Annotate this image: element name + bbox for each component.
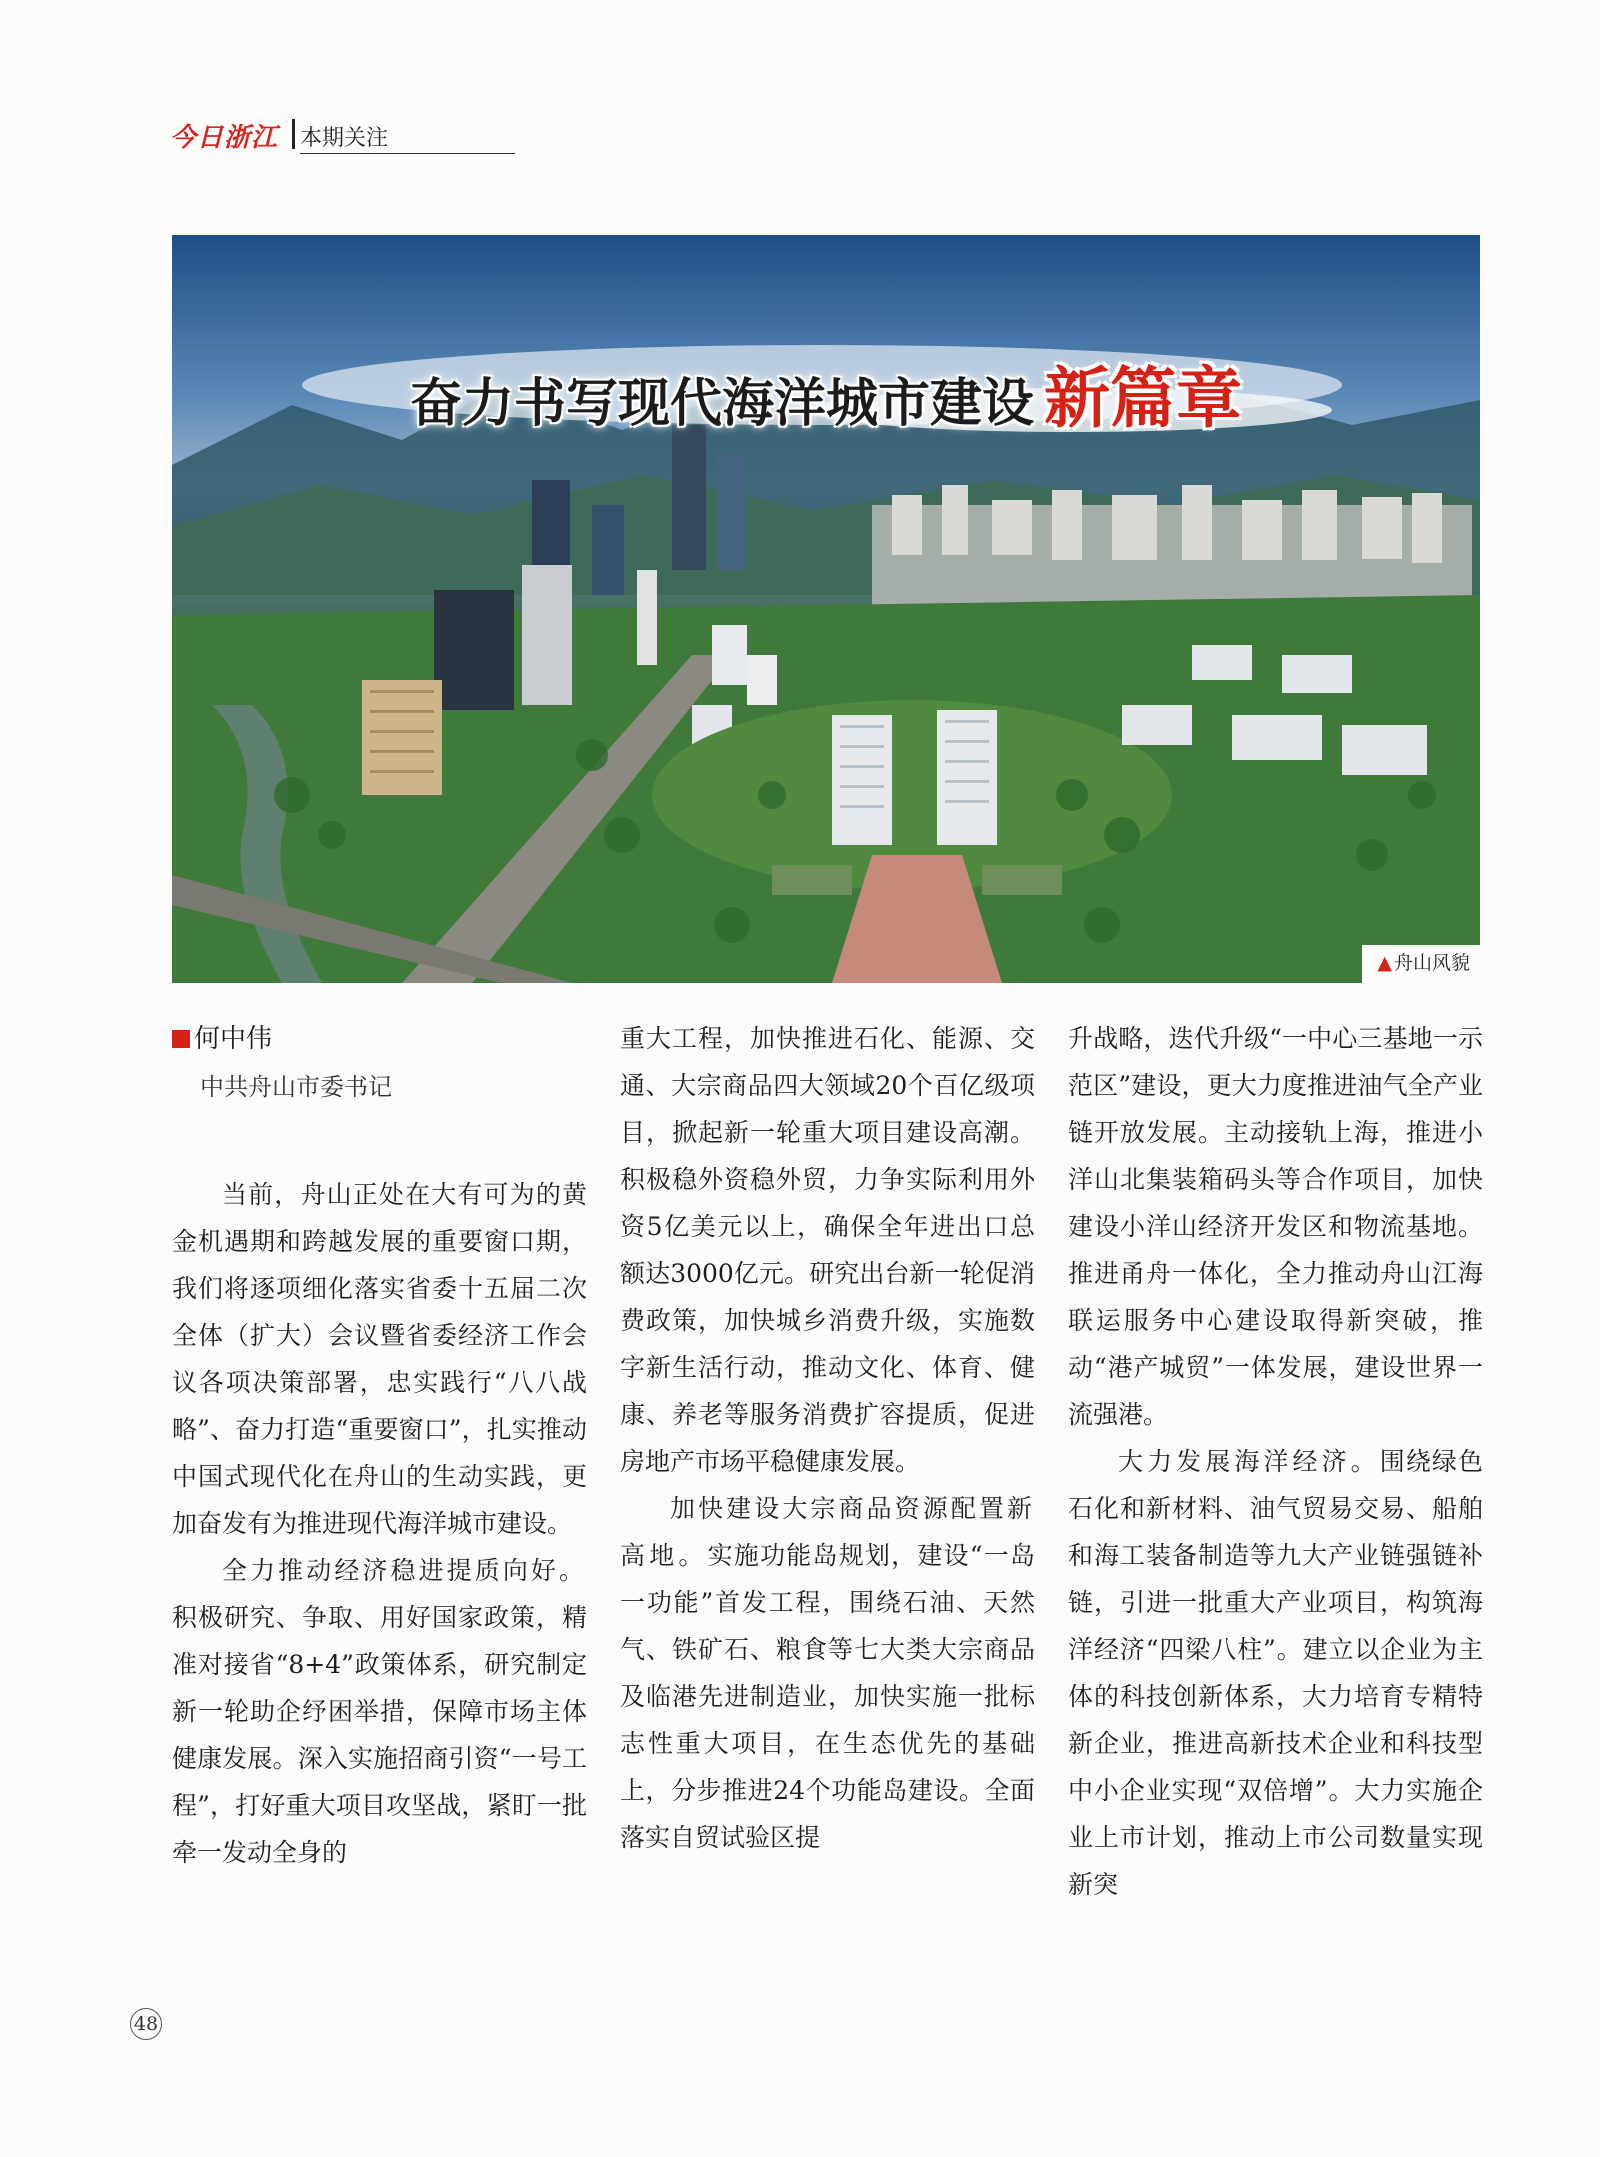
paragraph-body: 实施功能岛规划，建设“一岛一功能”首发工程，围绕石油、天然气、铁矿石、粮食等七大类大宗商品及临港先进制造业，加快实施一批标志性重大项目，在生态优先的基础上，分步推进24个功能岛建设。全面落实自贸试验区提: [620, 1541, 1035, 1852]
paragraph-body: 围绕绿色石化和新材料、油气贸易交易、船舶和海工装备制造等九大产业链强链补链，引进一批重大产业项目，构筑海洋经济“四梁八柱”。建立以企业为主体的科技创新体系，大力培育专精特新企业，推进高新技术企业和科技型中小企业实现“双倍增”。大力实施企业上市计划，推动上市公司数量实现新突: [1068, 1447, 1483, 1899]
paragraph-lead: 加快建设大宗商品资源配置新高地。: [620, 1494, 1035, 1570]
hero-title-highlight: 新篇章: [1044, 360, 1242, 437]
paragraph-lead: 大力发展海洋经济。: [1118, 1447, 1380, 1476]
paragraph: [620, 1485, 1035, 1861]
hero-title: [172, 345, 1480, 440]
header-rule: [300, 153, 515, 154]
hero-image: [172, 235, 1480, 983]
author-line: [172, 1015, 587, 1063]
author-name: 何中伟: [194, 1024, 273, 1054]
article-column-1: [172, 1015, 587, 1876]
hero-title-main: 奋力书写现代海洋城市建设: [409, 374, 1034, 434]
paragraph: 重大工程，加快推进石化、能源、交通、大宗商品四大领域20个百亿级项目，掀起新一轮重大项目建设高潮。积极稳外资稳外贸，力争实际利用外资5亿美元以上，确保全年进出口总额达3000亿元。研究出台新一轮促消费政策，加快城乡消费升级，实施数字新生活行动，推动文化、体育、健康、养老等服务消费扩容提质，促进房地产市场平稳健康发展。: [620, 1024, 1035, 1476]
section-label: 本期关注: [300, 126, 389, 151]
paragraph-lead: 全力推动经济稳进提质向好。: [222, 1556, 587, 1585]
triangle-icon: ▲: [1377, 952, 1392, 974]
header-divider: [292, 119, 295, 149]
paragraph: 升战略，迭代升级“一中心三基地一示范区”建设，更大力度推进油气全产业链开放发展。主动接轨上海，推进小洋山北集装箱码头等合作项目，加快建设小洋山经济开发区和物流基地。推进甬舟一体化，全力推动舟山江海联运服务中心建设取得新突破，推动“港产城贸”一体发展，建设世界一流强港。: [1068, 1024, 1483, 1429]
paragraph-body: 积极研究、争取、用好国家政策，精准对接省“8+4”政策体系，研究制定新一轮助企纾困举措，保障市场主体健康发展。深入实施招商引资“一号工程”，打好重大项目攻坚战，紧盯一批牵一发动全身的: [172, 1603, 587, 1867]
article-column-2: [620, 1015, 1035, 1861]
paragraph: 当前，舟山正处在大有可为的黄金机遇期和跨越发展的重要窗口期，我们将逐项细化落实省委十五届二次全体（扩大）会议暨省委经济工作会议各项决策部署，忠实践行“八八战略”、奋力打造“重要窗口”，扎实推动中国式现代化在舟山的生动实践，更加奋发有为推进现代海洋城市建设。: [172, 1180, 587, 1538]
red-square-icon: [172, 1030, 190, 1048]
paragraph: [172, 1547, 587, 1876]
paragraph: [1068, 1438, 1483, 1908]
page-number: 48: [130, 2008, 162, 2040]
author-role: 中共舟山市委书记: [200, 1073, 392, 1101]
caption-text: 舟山风貌: [1393, 952, 1470, 974]
article-column-3: [1068, 1015, 1483, 1908]
photo-caption: [1377, 948, 1470, 975]
page-header: [170, 115, 515, 155]
magazine-logo: 今日浙江: [170, 123, 279, 153]
